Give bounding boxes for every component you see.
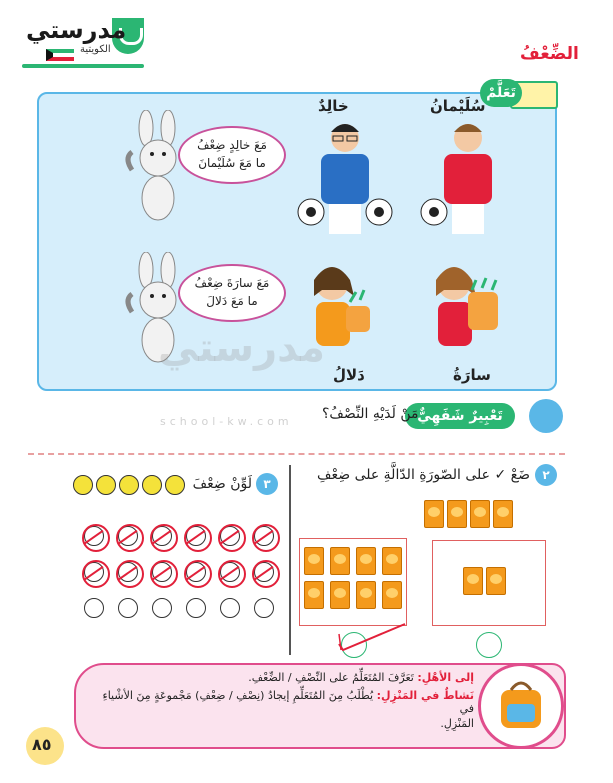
bubble-line: مَعَ سارَةَ ضِعْفُ: [194, 276, 270, 290]
tennis-ball-icon[interactable]: [152, 598, 172, 618]
juice-carton-icon: [382, 547, 402, 575]
watermark-url: school-kw.com: [160, 415, 293, 428]
tennis-ball-icon[interactable]: [186, 562, 206, 582]
option-eight-cartons[interactable]: [299, 538, 407, 626]
tennis-ball-icon[interactable]: [152, 562, 172, 582]
juice-carton-icon: [382, 581, 402, 609]
tennis-ball-icon[interactable]: [254, 562, 274, 582]
tennis-ball-icon[interactable]: [118, 598, 138, 618]
boy-blue-illustration: [295, 114, 395, 236]
tennis-ball-icon[interactable]: [254, 526, 274, 546]
bubble-line: ما مَعَ دَلالَ: [206, 294, 258, 308]
ball-grid: [84, 526, 274, 618]
juice-carton-icon: [470, 500, 490, 528]
girl-sara-illustration: [412, 258, 512, 362]
exercise-2-instruction: ضَعْ ✓ على الصّورَةِ الدّالَّةِ على ضِعْفِ: [316, 467, 530, 483]
page-number: ٨٥: [32, 735, 52, 754]
speech-bubble-boys: [178, 126, 286, 184]
parents-line-1: [248, 671, 474, 684]
carton-pair: [463, 567, 506, 595]
tennis-ball-icon[interactable]: [220, 598, 240, 618]
tennis-ball-icon[interactable]: [220, 526, 240, 546]
name-sara: سارَةُ: [453, 366, 491, 384]
logo-word: مدرستي: [26, 16, 127, 44]
tennis-ball-icon[interactable]: [220, 562, 240, 582]
exercise-3-instruction: لَوِّنْ ضِعْفَ: [192, 476, 252, 492]
name-sulaiman: سُلَيْمانُ: [430, 97, 486, 115]
learn-tab: [480, 79, 558, 107]
tennis-ball-icon: [119, 475, 139, 495]
school-bag-icon: [478, 663, 564, 749]
parents-text: تَعَرَّفَ المُتَعَلِّمُ على النِّصْفِ / الضِّعْفِ.: [248, 671, 414, 684]
exercise-2-number: ٢: [535, 464, 557, 486]
boy-red-illustration: [418, 114, 518, 236]
activity-text: يُطْلَبُ مِنَ المُتَعَلِّمِ إيجادُ (نِصْفِ / ضِعْفِ) مَجْموعَةٍ مِنَ الأشْياءِ في: [102, 689, 474, 715]
school-bag-graphic: [481, 666, 561, 746]
carton-grid: [304, 547, 402, 609]
juice-carton-icon: [463, 567, 483, 595]
speaking-question: مَنْ لَدَيْهِ النِّصْفُ؟: [322, 406, 419, 422]
name-khaled: خالِدٌ: [318, 97, 349, 115]
bubble-line: مَعَ خالِدٍ ضِعْفُ: [197, 138, 267, 152]
carton-group-four: [424, 500, 513, 528]
tennis-ball-icon: [73, 475, 93, 495]
lesson-title: الضِّعْفُ: [520, 44, 579, 64]
bubble-line: ما مَعَ سُلَيْمانَ: [198, 156, 266, 170]
parents-line-3: المَنْزِلِ.: [440, 717, 474, 730]
tennis-ball-icon[interactable]: [254, 598, 274, 618]
tennis-ball-icon[interactable]: [84, 562, 104, 582]
juice-carton-icon: [304, 581, 324, 609]
juice-carton-icon: [493, 500, 513, 528]
kuwait-flag-icon: [46, 49, 74, 61]
juice-carton-icon: [330, 581, 350, 609]
juice-carton-icon: [356, 581, 376, 609]
tennis-ball-icon[interactable]: [152, 526, 172, 546]
logo-strip: [22, 64, 144, 68]
juice-carton-icon: [486, 567, 506, 595]
tennis-ball-icon[interactable]: [186, 598, 206, 618]
checkmark-scribble-icon: [335, 620, 407, 652]
juice-carton-icon: [447, 500, 467, 528]
speaking-head-icon: [529, 399, 563, 433]
tennis-ball-icon[interactable]: [118, 526, 138, 546]
speaking-label: [405, 399, 563, 431]
watermark: مدرستي: [158, 325, 326, 371]
logo: [22, 12, 147, 67]
option-two-cartons[interactable]: [432, 540, 546, 626]
speech-bubble-girls: [178, 264, 286, 322]
name-dalal: دَلالُ: [333, 366, 365, 384]
vertical-divider: [289, 465, 291, 655]
juice-carton-icon: [330, 547, 350, 575]
activity-key: نَشاطٌ في المَنْزِلِ:: [376, 689, 474, 702]
parents-key: إلى الأهْلِ:: [417, 671, 474, 684]
learn-tab-label: تَعَلَّمْ: [480, 79, 522, 107]
answer-circle-two[interactable]: [476, 632, 502, 658]
parents-line-2: [94, 689, 474, 715]
tennis-ball-icon[interactable]: [84, 598, 104, 618]
tennis-ball-icon[interactable]: [84, 526, 104, 546]
tennis-ball-icon: [96, 475, 116, 495]
juice-carton-icon: [304, 547, 324, 575]
juice-carton-icon: [424, 500, 444, 528]
juice-carton-icon: [356, 547, 376, 575]
exercise-3-number: ٣: [256, 473, 278, 495]
tennis-ball-icon[interactable]: [186, 526, 206, 546]
logo-sub: الكويتية: [80, 44, 111, 55]
tennis-ball-icon: [165, 475, 185, 495]
tennis-ball-icon[interactable]: [118, 562, 138, 582]
example-balls: [73, 475, 185, 495]
tennis-ball-icon: [142, 475, 162, 495]
divider: [28, 453, 565, 455]
speaking-pill: تَعْبِيرٌ شَفَهِيٌّ: [405, 403, 515, 429]
